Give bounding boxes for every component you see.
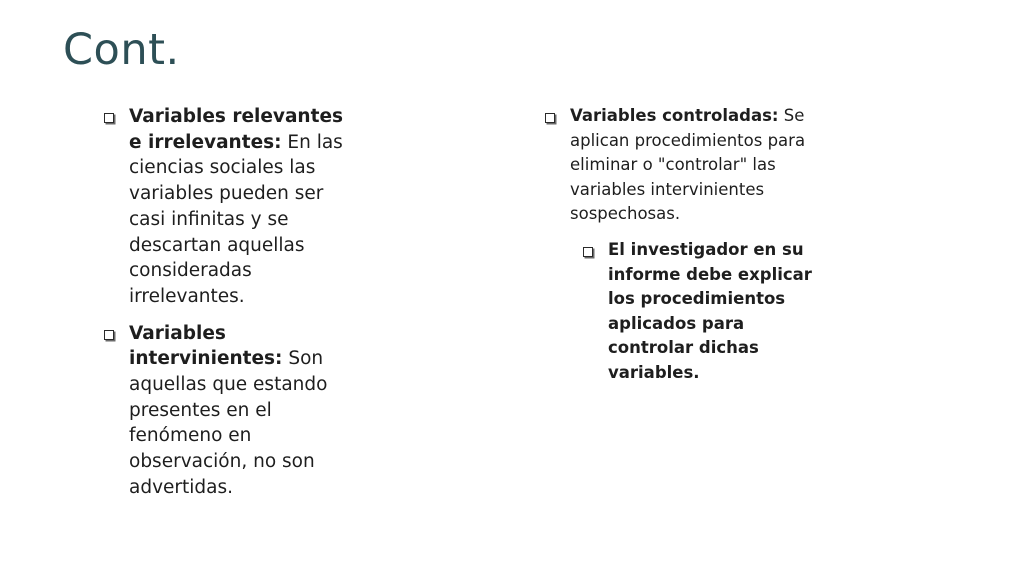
bullet-term: Variables controladas: (570, 106, 779, 125)
bullet-text: Son aquellas que estando presentes en el fenómeno en observación, no son advertidas. (129, 348, 328, 498)
bullet-item-controladas (545, 104, 815, 227)
bullet-term: Variables relevantes e irrelevantes: (129, 106, 343, 153)
slide-title: Cont. (63, 25, 180, 75)
right-column (545, 104, 815, 397)
square-bullet-icon (583, 247, 593, 257)
square-bullet-icon (104, 330, 114, 340)
square-bullet-icon (545, 113, 555, 123)
bullet-item-intervinientes (104, 321, 344, 501)
sub-bullet-text: El investigador en su informe debe explicar los procedimientos aplicados para controlar dichas variables. (608, 239, 812, 382)
bullet-text: Se aplican procedimientos para eliminar o "controlar" las variables intervinientes sospechosas. (570, 106, 806, 224)
bullet-item-relevantes (104, 104, 344, 310)
bullet-text: En las ciencias sociales las variables pueden ser casi infinitas y se descartan aquellas consideradas irrelevantes. (129, 131, 343, 307)
left-column (104, 104, 344, 512)
sub-bullet-item-investigador (583, 238, 815, 386)
square-bullet-icon (104, 113, 114, 123)
bullet-term: Variables intervinientes: (129, 322, 283, 370)
